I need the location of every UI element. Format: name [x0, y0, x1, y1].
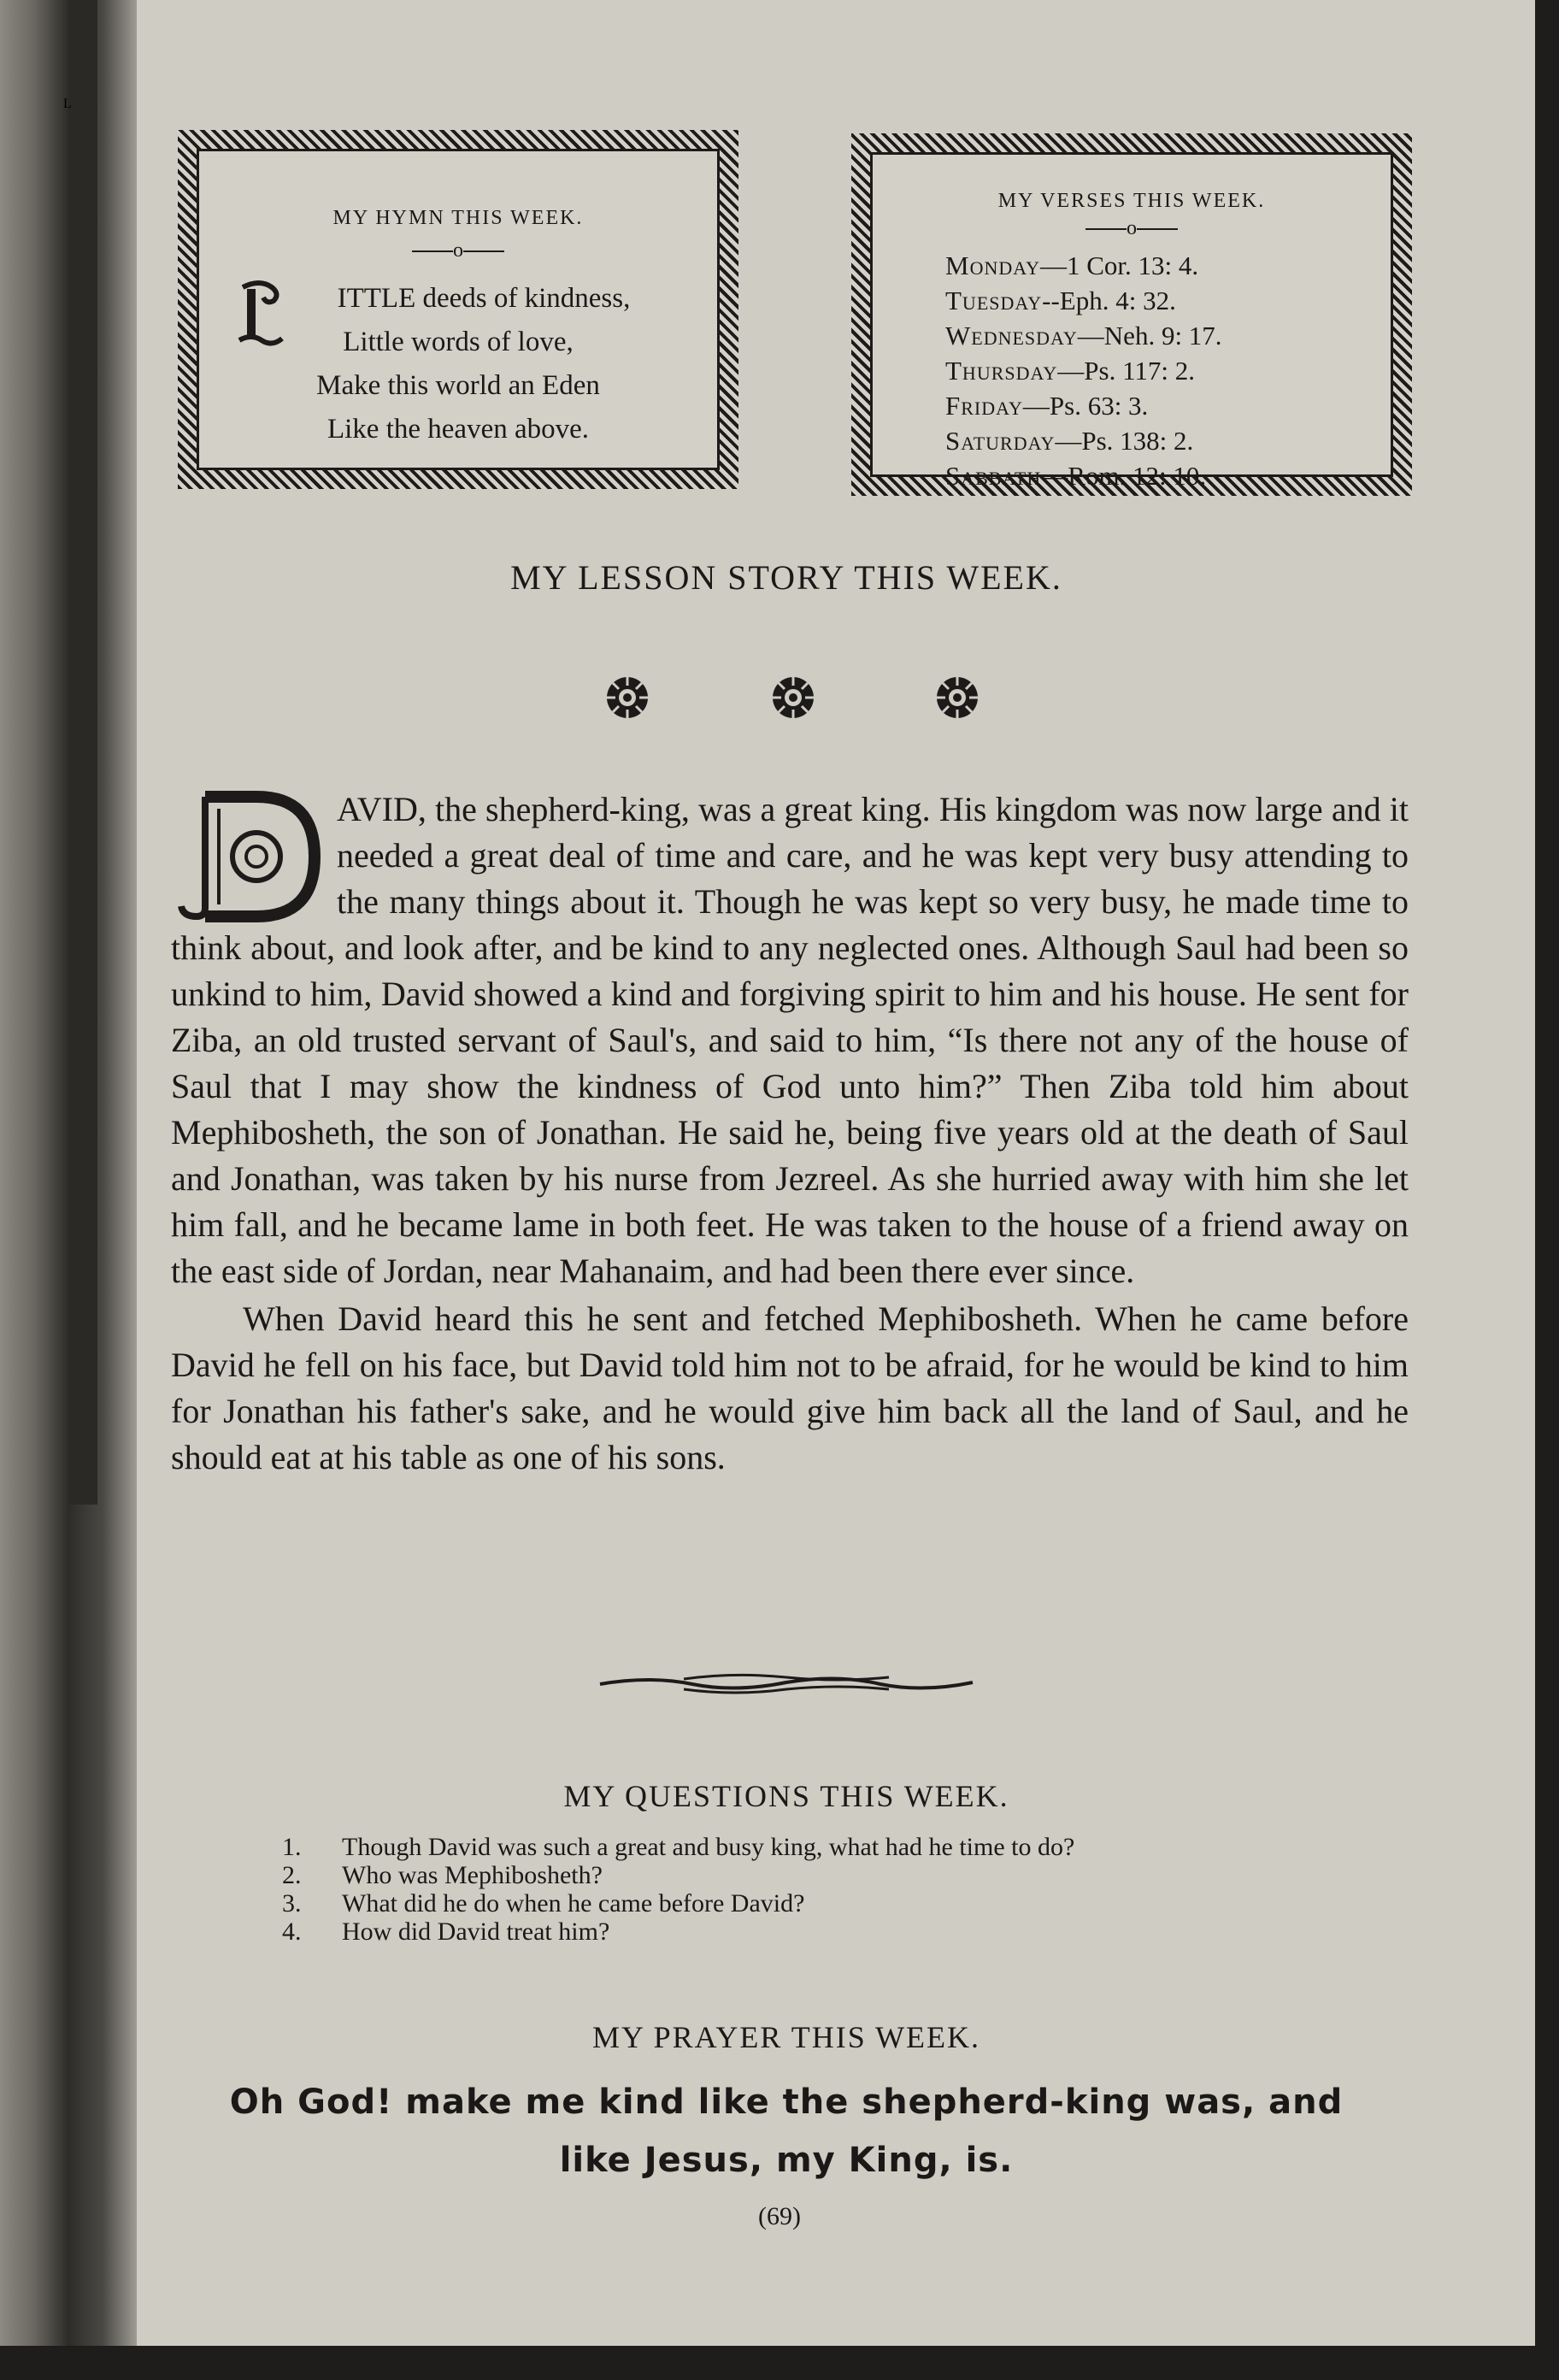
page-bottom-edge	[0, 2346, 1559, 2380]
hymn-drop-cap-letter: L	[63, 97, 72, 111]
prayer-line-1: Oh God! make me kind like the shepherd-king was, and	[229, 2082, 1344, 2122]
verse-day: Wednesday	[945, 321, 1078, 351]
verse-ref: —Ps. 117: 2.	[1057, 356, 1196, 386]
verse-ref: —Neh. 9: 17.	[1077, 321, 1222, 351]
question-number: 1.	[282, 1833, 302, 1861]
verse-item	[945, 283, 1222, 318]
question-item	[282, 1889, 1074, 1918]
prayer-line-2: like Jesus, my King, is.	[559, 2141, 1014, 2180]
verses-separator-mark: o	[1127, 217, 1137, 239]
rosette-icon	[773, 677, 814, 718]
prayer-title: MY PRAYER THIS WEEK.	[591, 2020, 981, 2054]
verse-day: Monday	[945, 250, 1040, 280]
wave-divider-ornament	[598, 1667, 974, 1701]
story-paragraph-1	[171, 786, 1409, 1294]
hymn-line-4: Like the heaven above.	[327, 414, 590, 445]
hymn-box	[63, 97, 738, 489]
verses-box	[851, 133, 1412, 496]
verse-ref: —Ps. 63: 3.	[1022, 391, 1149, 421]
question-item	[282, 1861, 1074, 1889]
hymn-line-1: ITTLE deeds of kindness,	[337, 283, 631, 314]
question-number: 3.	[282, 1889, 302, 1918]
verse-item	[945, 388, 1222, 423]
question-text: What did he do when he came before David?	[342, 1889, 805, 1918]
question-number: 4.	[282, 1918, 302, 1946]
verse-ref: --Eph. 4: 32.	[1042, 286, 1176, 315]
questions-list	[282, 1833, 1074, 1946]
verse-ref: —Ps. 138: 2.	[1055, 426, 1194, 456]
question-text: Who was Mephibosheth?	[342, 1861, 603, 1889]
verse-list	[945, 248, 1222, 493]
verse-item	[945, 318, 1222, 353]
verse-day: Sabbath	[945, 461, 1042, 491]
lesson-story	[171, 786, 1409, 1481]
verse-day: Friday	[945, 391, 1023, 421]
spine-shadow-strip	[68, 0, 97, 1505]
rosette-ornaments	[598, 667, 991, 727]
verses-title: MY VERSES THIS WEEK.	[997, 190, 1266, 212]
rosette-icon	[937, 677, 978, 718]
question-text: How did David treat him?	[342, 1918, 610, 1946]
verse-item	[945, 458, 1222, 493]
hymn-separator	[197, 239, 720, 262]
hymn-separator-mark: o	[453, 239, 463, 262]
verse-day: Saturday	[945, 426, 1056, 456]
rosette-icon	[607, 677, 648, 718]
question-item	[282, 1918, 1074, 1946]
verse-day: Thursday	[945, 356, 1058, 386]
lesson-title: MY LESSON STORY THIS WEEK.	[510, 558, 1062, 597]
page-number: (69)	[758, 2202, 801, 2230]
verse-ref: —Rom. 12: 10.	[1041, 461, 1207, 491]
question-number: 2.	[282, 1861, 302, 1889]
story-paragraph-2: When David heard this he sent and fetched Mephibosheth. When he came before David he fell on his face, but David told him not to be afraid, for he would be kind to him for Jonathan his father's sake, and he would give him back all the land of Saul, and he should eat at his table as one of his sons.	[171, 1299, 1409, 1476]
verse-ref: —1 Cor. 13: 4.	[1039, 250, 1199, 280]
hymn-verse	[197, 277, 720, 451]
question-item	[282, 1833, 1074, 1861]
verses-separator	[870, 217, 1393, 240]
verse-item	[945, 248, 1222, 283]
questions-title: MY QUESTIONS THIS WEEK.	[563, 1779, 1009, 1813]
hymn-line-3: Make this world an Eden	[316, 370, 600, 401]
question-text: Though David was such a great and busy king, what had he time to do?	[342, 1833, 1075, 1861]
hymn-line-2: Little words of love,	[343, 327, 574, 357]
story-drop-cap-ornament	[171, 788, 325, 925]
hymn-title: MY HYMN THIS WEEK.	[332, 207, 584, 229]
verse-item	[945, 353, 1222, 388]
verse-day: Tuesday	[945, 286, 1043, 315]
page-right-edge	[1535, 0, 1559, 2380]
story-lead-word: AVID	[337, 790, 418, 828]
story-paragraph-1-text: , the shepherd-king, was a great king. His kingdom was now large and it needed a great deal of time and care, and he was kept very busy attending to the many things about it. Though he was kept so very busy, he made time to think about, and look after, and be kind to any neglected ones. Although Saul had been so unkind to him, David showed a kind and forgiving spirit to him and his house. He sent for Ziba, an old trusted servant of Saul's, and said to him, “Is there not any of the house of Saul that I may show the kindness of God unto him?” Then Ziba told him about Mephibosheth, the son of Jonathan. He said he, being five years old at the death of Saul and Jonathan, was taken by his nurse from Jezreel. As she hurried away with him she let him fall, and he became lame in both feet. He was taken to the house of a friend away on the east side of Jordan, near Mahanaim, and had been there ever since.	[171, 790, 1409, 1290]
verse-item	[945, 423, 1222, 458]
